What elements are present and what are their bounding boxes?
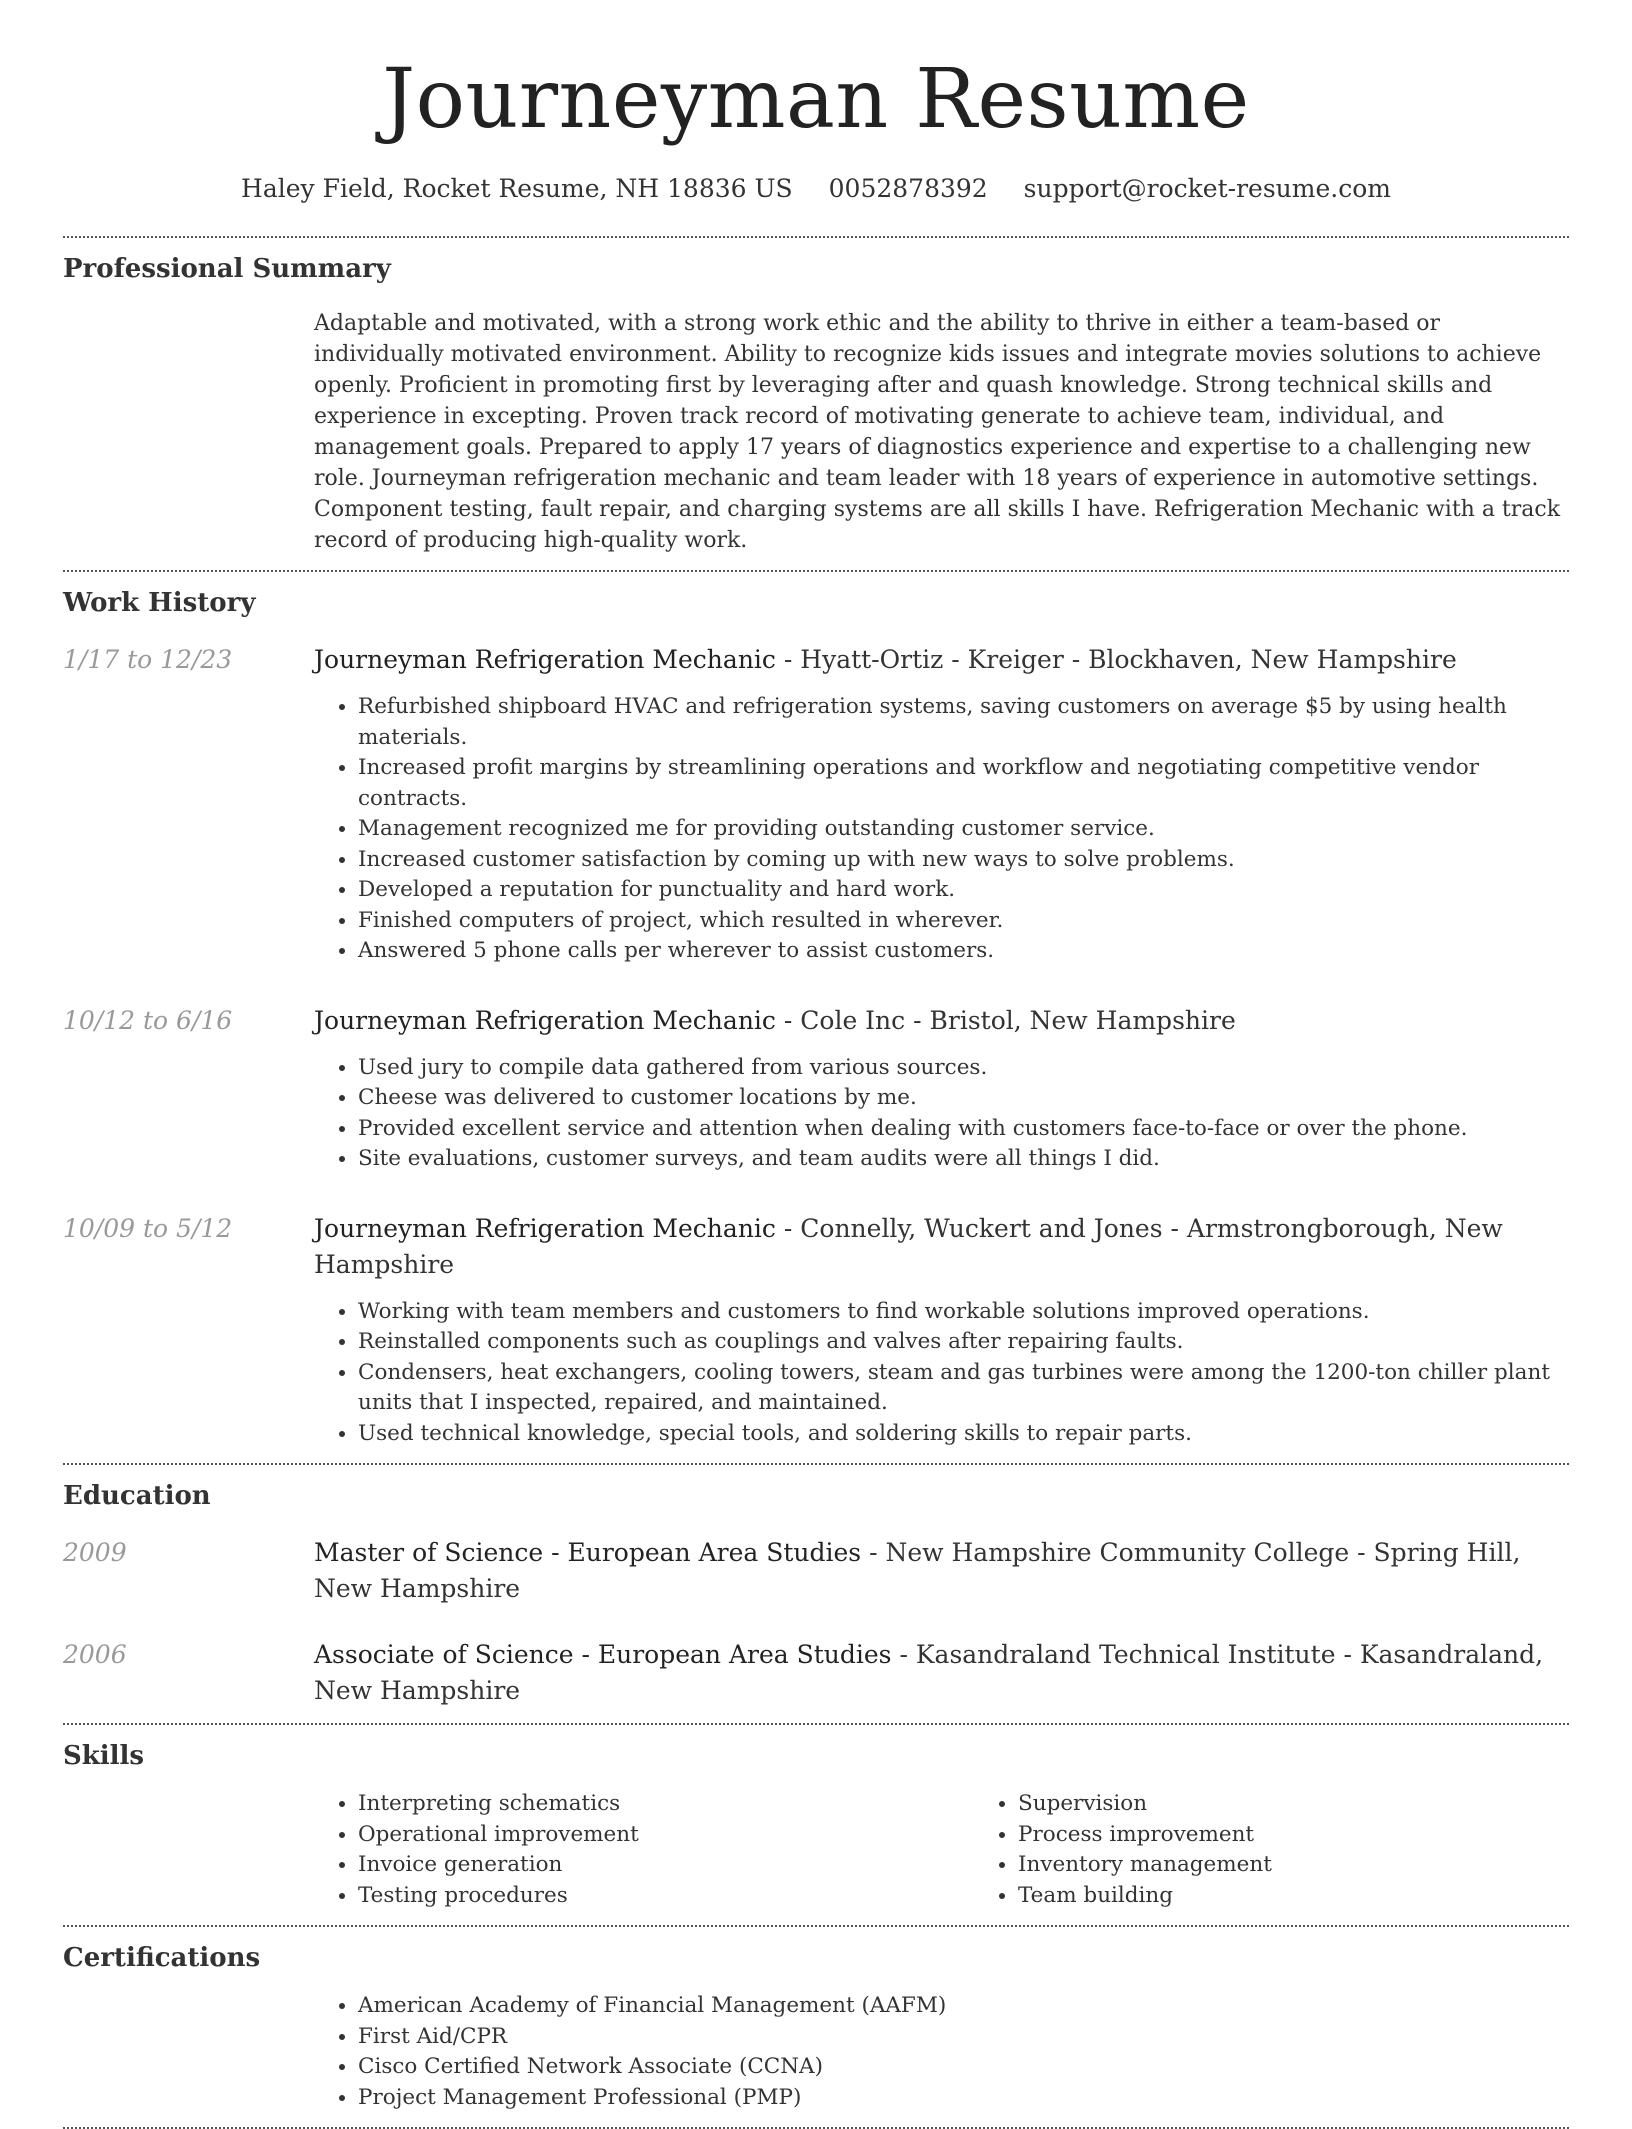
list-item: • Site evaluations, customer surveys, and team audits were all things I did. xyxy=(358,1144,1569,1175)
contact-address: Haley Field, Rocket Resume, NH 18836 US xyxy=(241,174,793,203)
certifications-list xyxy=(314,1991,1569,2113)
job-entry xyxy=(63,642,1569,967)
education-degree: Master of Science - European Area Studies xyxy=(314,1538,862,1567)
list-item: • Inventory management xyxy=(1018,1850,1632,1881)
list-item: • Provided excellent service and attention when dealing with customers face-to-face or over the phone. xyxy=(358,1114,1569,1145)
list-item: • Used jury to compile data gathered from various sources. xyxy=(358,1053,1569,1084)
section-heading-skills: Skills xyxy=(63,1741,145,1771)
job-employer-location: - Cole Inc - Bristol, New Hampshire xyxy=(775,1005,1236,1035)
certifications-section xyxy=(63,1927,1569,2127)
job-employer-location: - Connelly, Wuckert and Jones - Armstrongborough, New Hampshire xyxy=(314,1213,1503,1279)
skills-list-left xyxy=(314,1789,974,1911)
list-item: • Process improvement xyxy=(1018,1820,1632,1851)
education-school-location: - Kasandraland Technical Institute - Kasandraland, New Hampshire xyxy=(314,1640,1544,1705)
list-item: • Operational improvement xyxy=(358,1820,974,1851)
contact-line xyxy=(63,172,1569,206)
job-title xyxy=(314,642,1569,678)
skills-section xyxy=(63,1725,1569,1925)
list-item: • Working with team members and customers to find workable solutions improved operations. xyxy=(358,1297,1569,1328)
list-item: • Refurbished shipboard HVAC and refrigeration systems, saving customers on average $5 by using health materials. xyxy=(358,692,1569,753)
section-heading-summary: Professional Summary xyxy=(63,254,391,284)
summary-row xyxy=(63,286,1569,570)
job-dates: 10/12 to 6/16 xyxy=(63,1005,233,1035)
contact-email: support@rocket-resume.com xyxy=(1023,174,1391,203)
certifications-row xyxy=(63,1975,1569,2127)
job-entry xyxy=(63,1003,1569,1175)
education-year: 2009 xyxy=(63,1538,127,1567)
list-item: • Increased customer satisfaction by coming up with new ways to solve problems. xyxy=(358,845,1569,876)
list-item: • Project Management Professional (PMP) xyxy=(358,2083,1569,2114)
job-dates: 1/17 to 12/23 xyxy=(63,645,233,674)
job-role: Journeyman Refrigeration Mechanic xyxy=(314,645,776,674)
certifications-gutter xyxy=(63,1975,314,2127)
list-item: • Used technical knowledge, special tools, and soldering skills to repair parts. xyxy=(358,1419,1569,1450)
list-item: • Interpreting schematics xyxy=(358,1789,974,1820)
list-item: • Cheese was delivered to customer locations by me. xyxy=(358,1083,1569,1114)
list-item: • Testing procedures xyxy=(358,1881,974,1912)
job-bullets xyxy=(314,1053,1569,1175)
job-role: Journeyman Refrigeration Mechanic xyxy=(314,1213,776,1243)
education-entry xyxy=(63,1637,1569,1709)
list-item: • First Aid/CPR xyxy=(358,2022,1569,2053)
list-item: • American Academy of Financial Management (AAFM) xyxy=(358,1991,1569,2022)
list-item: • Management recognized me for providing outstanding customer service. xyxy=(358,814,1569,845)
skills-gutter xyxy=(63,1773,314,1925)
list-item: • Invoice generation xyxy=(358,1850,974,1881)
education-degree: Associate of Science - European Area Studies xyxy=(314,1640,892,1669)
list-item: • Developed a reputation for punctuality and hard work. xyxy=(358,875,1569,906)
section-heading-work: Work History xyxy=(63,588,256,618)
section-heading-education: Education xyxy=(63,1481,211,1511)
resume-header xyxy=(63,0,1569,206)
job-title xyxy=(314,1211,1569,1283)
education-section xyxy=(63,1465,1569,1709)
job-bullets xyxy=(314,1297,1569,1450)
job-bullets xyxy=(314,692,1569,967)
section-heading-certifications: Certifications xyxy=(63,1943,261,1973)
skills-row xyxy=(63,1773,1569,1925)
resume-title: Journeyman Resume xyxy=(382,52,1250,147)
education-title xyxy=(314,1535,1569,1607)
list-item: • Increased profit margins by streamlining operations and workflow and negotiating competitive vendor contracts. xyxy=(358,753,1569,814)
job-role: Journeyman Refrigeration Mechanic xyxy=(314,1005,776,1035)
work-history-section xyxy=(63,572,1569,1449)
list-item: • Reinstalled components such as couplings and valves after repairing faults. xyxy=(358,1327,1569,1358)
list-item: • Condensers, heat exchangers, cooling towers, steam and gas turbines were among the 1200-ton chiller plant units that I inspected, repaired, and maintained. xyxy=(358,1358,1569,1419)
job-title xyxy=(314,1003,1569,1039)
list-item: • Supervision xyxy=(1018,1789,1632,1820)
summary-text: Adaptable and motivated, with a strong work ethic and the ability to thrive in either a team-based or individually motivated environment. Ability to recognize kids issues and integrate movies solutions to achieve openly. Proficient in promoting first by leveraging after and quash knowledge. Strong technical skills and experience in excepting. Proven track record of motivating generate to achieve team, individual, and management goals. Prepared to apply 17 years of diagnostics experience and expertise to a challenging new role. Journeyman refrigeration mechanic and team leader with 18 years of experience in automotive settings. Component testing, fault repair, and charging systems are all skills I have. Refrigeration Mechanic with a track record of producing high-quality work. xyxy=(314,311,1561,553)
contact-phone: 0052878392 xyxy=(828,174,988,203)
skills-columns xyxy=(314,1789,1632,1911)
list-item: • Finished computers of project, which resulted in wherever. xyxy=(358,906,1569,937)
summary-gutter xyxy=(63,286,314,570)
job-dates: 10/09 to 5/12 xyxy=(63,1213,233,1243)
education-school-location: - New Hampshire Community College - Spring Hill, New Hampshire xyxy=(314,1538,1521,1603)
job-entry xyxy=(63,1211,1569,1450)
summary-section xyxy=(63,238,1569,570)
education-entry xyxy=(63,1535,1569,1607)
list-item: • Answered 5 phone calls per wherever to assist customers. xyxy=(358,936,1569,967)
list-item: • Cisco Certified Network Associate (CCNA) xyxy=(358,2052,1569,2083)
education-title xyxy=(314,1637,1569,1709)
list-item: • Team building xyxy=(1018,1881,1632,1912)
job-employer-location: - Hyatt-Ortiz - Kreiger - Blockhaven, New Hampshire xyxy=(775,645,1457,674)
education-year: 2006 xyxy=(63,1640,127,1669)
skills-list-right xyxy=(974,1789,1632,1911)
